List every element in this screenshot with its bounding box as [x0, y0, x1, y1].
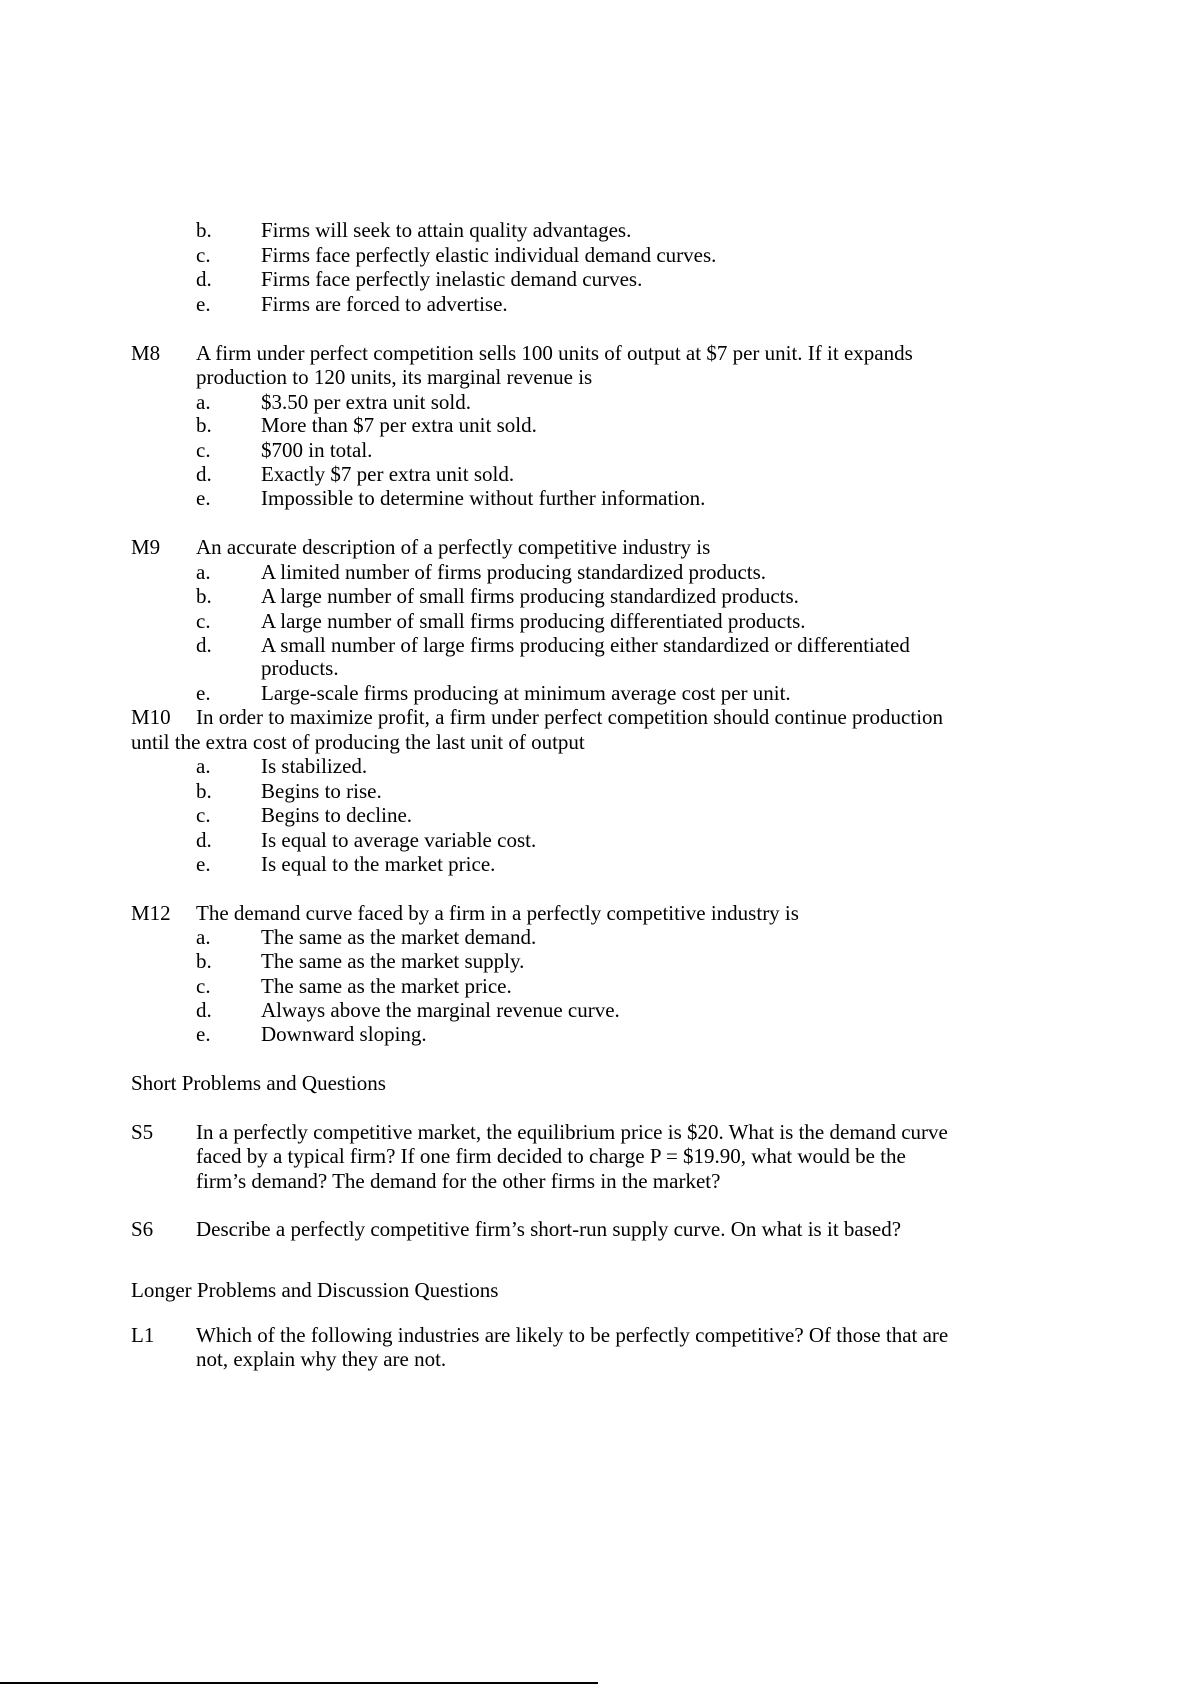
- option-text: Begins to decline.: [261, 803, 413, 827]
- option-text: A large number of small firms producing standardized products.: [261, 584, 799, 608]
- option-text: Firms are forced to advertise.: [261, 292, 508, 316]
- option-text: Downward sloping.: [261, 1022, 427, 1046]
- option-letter: d.: [196, 998, 212, 1022]
- option-text: The same as the market price.: [261, 974, 512, 998]
- option-text: Large-scale firms producing at minimum average cost per unit.: [261, 681, 791, 705]
- problem-text: Which of the following industries are likely to be perfectly competitive? Of those that are: [196, 1323, 949, 1347]
- problem-text: Describe a perfectly competitive firm’s short-run supply curve. On what is it based?: [196, 1217, 902, 1241]
- option-text: Always above the marginal revenue curve.: [261, 998, 620, 1022]
- option-text: Impossible to determine without further information.: [261, 486, 706, 510]
- option-text: Firms face perfectly inelastic demand curves.: [261, 267, 643, 291]
- section-heading-long: Longer Problems and Discussion Questions: [131, 1278, 499, 1302]
- question-stem: An accurate description of a perfectly competitive industry is: [196, 535, 711, 559]
- option-text: Is equal to the market price.: [261, 852, 496, 876]
- question-number: M8: [131, 341, 161, 365]
- option-letter: c.: [196, 243, 211, 267]
- option-text: $700 in total.: [261, 438, 373, 462]
- question-stem: In order to maximize profit, a firm under perfect competition should continue production: [196, 705, 944, 729]
- question-number: M9: [131, 535, 161, 559]
- question-stem: until the extra cost of producing the last unit of output: [131, 730, 585, 754]
- option-letter: c.: [196, 803, 211, 827]
- option-text: Is stabilized.: [261, 754, 368, 778]
- option-text: Begins to rise.: [261, 779, 382, 803]
- option-text: $3.50 per extra unit sold.: [261, 390, 471, 414]
- option-letter: e.: [196, 292, 211, 316]
- section-heading-short: Short Problems and Questions: [131, 1071, 386, 1095]
- option-text: Is equal to average variable cost.: [261, 828, 537, 852]
- option-text: Firms will seek to attain quality advantages.: [261, 218, 632, 242]
- problem-text: not, explain why they are not.: [196, 1347, 447, 1371]
- option-letter: d.: [196, 828, 212, 852]
- option-letter: d.: [196, 462, 212, 486]
- question-stem: The demand curve faced by a firm in a perfectly competitive industry is: [196, 901, 799, 925]
- question-stem: production to 120 units, its marginal revenue is: [196, 365, 593, 389]
- option-text: The same as the market demand.: [261, 925, 537, 949]
- problem-text: firm’s demand? The demand for the other firms in the market?: [196, 1169, 721, 1193]
- option-text: The same as the market supply.: [261, 949, 525, 973]
- option-letter: a.: [196, 560, 211, 584]
- option-letter: e.: [196, 852, 211, 876]
- option-text: More than $7 per extra unit sold.: [261, 413, 537, 437]
- option-text: Firms face perfectly elastic individual demand curves.: [261, 243, 717, 267]
- option-text: A large number of small firms producing differentiated products.: [261, 609, 806, 633]
- option-letter: a.: [196, 390, 211, 414]
- option-letter: c.: [196, 974, 211, 998]
- question-number: M10: [131, 705, 171, 729]
- option-letter: d.: [196, 633, 212, 657]
- option-letter: e.: [196, 1022, 211, 1046]
- option-text: A limited number of firms producing standardized products.: [261, 560, 767, 584]
- option-letter: c.: [196, 609, 211, 633]
- problem-number: S6: [131, 1217, 154, 1241]
- option-letter: e.: [196, 681, 211, 705]
- option-letter: a.: [196, 925, 211, 949]
- option-letter: b.: [196, 413, 212, 437]
- option-letter: a.: [196, 754, 211, 778]
- footer-rule: [0, 1682, 598, 1684]
- problem-text: faced by a typical firm? If one firm decided to charge P = $19.90, what would be the: [196, 1144, 906, 1168]
- option-letter: b.: [196, 218, 212, 242]
- question-stem: A firm under perfect competition sells 100 units of output at $7 per unit. If it expands: [196, 341, 913, 365]
- question-number: M12: [131, 901, 171, 925]
- option-letter: c.: [196, 438, 211, 462]
- option-letter: b.: [196, 949, 212, 973]
- problem-number: S5: [131, 1120, 154, 1144]
- option-text: products.: [261, 656, 339, 680]
- problem-text: In a perfectly competitive market, the equilibrium price is $20. What is the demand curve: [196, 1120, 948, 1144]
- option-letter: e.: [196, 486, 211, 510]
- option-letter: d.: [196, 267, 212, 291]
- option-text: Exactly $7 per extra unit sold.: [261, 462, 515, 486]
- option-text: A small number of large firms producing either standardized or differentiated: [261, 633, 910, 657]
- option-letter: b.: [196, 779, 212, 803]
- option-letter: b.: [196, 584, 212, 608]
- problem-number: L1: [131, 1323, 155, 1347]
